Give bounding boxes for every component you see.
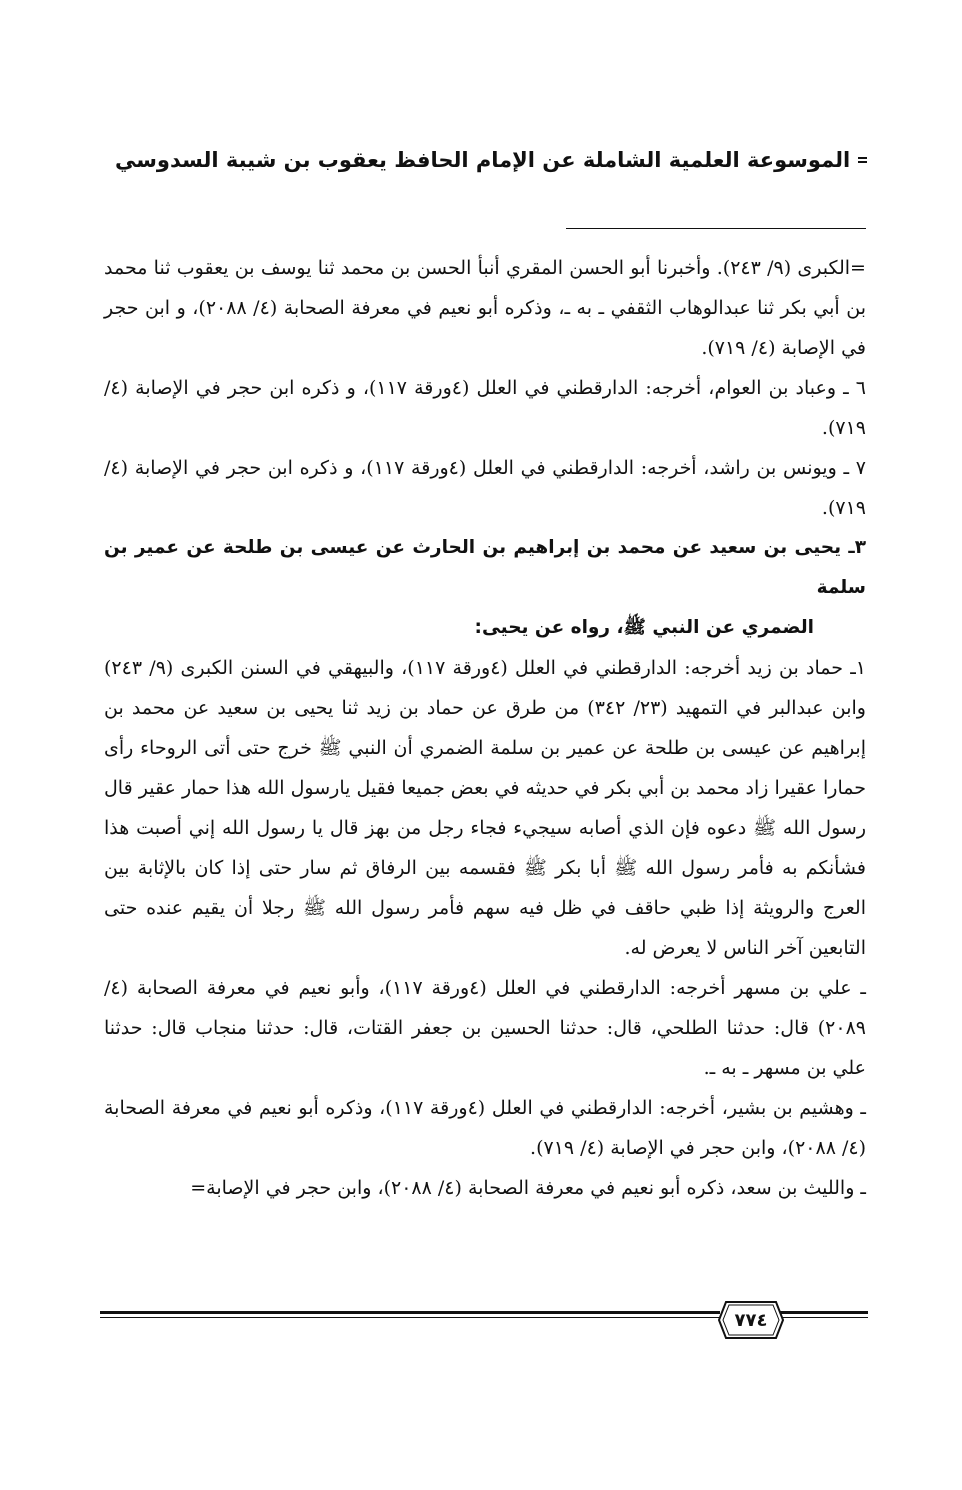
section-heading: ٣ـ يحيى بن سعيد عن محمد بن إبراهيم بن الحارث عن عيسى بن طلحة عن عمير بن سلمة (104, 537, 866, 598)
footer-rule-right (780, 1311, 868, 1318)
paragraph-ali-musher: ـ علي بن مسهر أخرجه: الدارقطني في العلل (٤ورقة ١١٧)، وأبو نعيم في معرفة الصحابة (٤/ ٢٠٨٩) قال: حدثنا الطلحي، قال: حدثنا الحسين بن جعفر القتات، قال: حدثنا منجاب قال: حدثنا علي بن مسهر ـ به ـ. (104, 977, 866, 1079)
paragraph-item-7: ٧ ـ ويونس بن راشد، أخرجه: الدارقطني في العلل (٤ورقة ١١٧)، و ذكره ابن حجر في الإصابة (٤/ ٧١٩). (104, 457, 866, 519)
section-heading-continued: الضمري عن النبي ﷺ، رواه عن يحيى: (474, 617, 814, 638)
paragraph-continuation: =الكبرى (٩/ ٢٤٣). وأخبرنا أبو الحسن المقري أنبأ الحسن بن محمد ثنا يوسف بن يعقوب ثنا محمد بن أبي بكر ثنا عبدالوهاب الثقفي ـ به ـ، وذكره أبو نعيم في معرفة الصحابة (٤/ ٢٠٨٨)، و ابن حجر في الإصابة (٤/ ٧١٩). (104, 257, 866, 359)
page-body (104, 248, 866, 1288)
paragraph-hushaym: ـ وهشيم بن بشير، أخرجه: الدارقطني في العلل (٤ورقة ١١٧)، وذكره أبو نعيم في معرفة الصحابة (٤/ ٢٠٨٨)، وابن حجر في الإصابة (٤/ ٧١٩). (104, 1097, 866, 1159)
paragraph-item-6: ٦ ـ وعباد بن العوام، أخرجه: الدارقطني في العلل (٤ورقة ١١٧)، و ذكره ابن حجر في الإصابة (٤/ ٧١٩). (104, 377, 866, 439)
footnote-separator (566, 228, 866, 229)
paragraph-hammad: ١ـ حماد بن زيد أخرجه: الدارقطني في العلل (٤ورقة ١١٧)، والبيهقي في السنن الكبرى (٩/ ٢٤٣) وابن عبدالبر في التمهيد (٢٣/ ٣٤٢) من طرق عن حماد بن زيد ثنا يحيى بن سعيد عن محمد بن إبراهيم عن عيسى بن طلحة عن عمير بن سلمة الضمري أن النبي ﷺ خرج حتى أتى الروحاء رأى حمارا عقيرا زاد محمد بن أبي بكر في حديثه في بعض جميعا فقيل يارسول الله هذا حمار عقير قال رسول الله ﷺ دعوه فإن الذي أصابه سيجيء فجاء رجل من بهز قال يا رسول الله إني أصبت هذا فشأنكم به فأمر رسول الله ﷺ أبا بكر ﷺ فقسمه بين الرفاق ثم سار حتى إذا كان بالإثابة بين العرج والرويثة إذا ظبي حاقف في ظل فيه سهم فأمر رسول الله ﷺ رجلا أن يقيم عنده حتى التابعين آخر الناس لا يعرض له. (104, 657, 867, 959)
footer-rule-left (100, 1311, 720, 1318)
page-footer (100, 1300, 868, 1340)
header-rule-right (858, 157, 867, 163)
page-number: ٧٧٤ (734, 1309, 768, 1331)
running-header (105, 140, 867, 180)
book-title: الموسوعة العلمية الشاملة عن الإمام الحافظ يعقوب بن شيبة السدوسي (115, 148, 851, 172)
paragraph-layth: ـ والليث بن سعد، ذكره أبو نعيم في معرفة الصحابة (٤/ ٢٠٨٨)، وابن حجر في الإصابة= (190, 1177, 866, 1199)
